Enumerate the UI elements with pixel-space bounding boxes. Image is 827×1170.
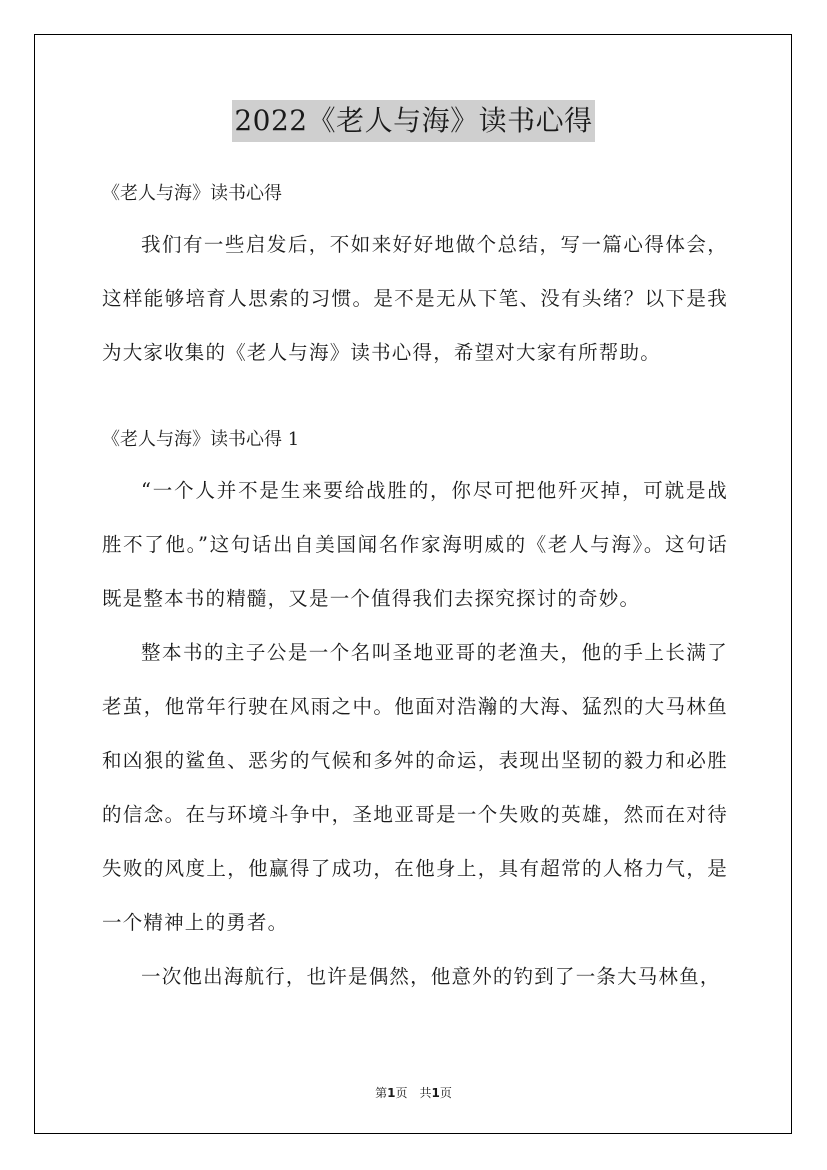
document-title: 2022《老人与海》读书心得 — [232, 100, 594, 142]
document-body — [102, 170, 728, 1004]
intro-heading: 《老人与海》读书心得 — [102, 183, 282, 204]
title-container — [0, 100, 827, 142]
paragraph: 整本书的主子公是一个名叫圣地亚哥的老渔夫，他的手上长满了老茧，他常年行驶在风雨之中。他面对浩瀚的大海、猛烈的大马林鱼和凶狠的鲨鱼、恶劣的气候和多舛的命运，表现出坚韧的毅力和必胜的信念。在与环境斗争中，圣地亚哥是一个失败的英雄，然而在对待失败的风度上，他赢得了成功，在他身上，具有超常的人格力气，是一个精神上的勇者。 — [102, 641, 728, 934]
footer-page-prefix: 第 — [375, 1086, 388, 1100]
paragraph: “一个人并不是生来要给战胜的，你尽可把他歼灭掉，可就是战胜不了他。”这句话出自美国闻名作家海明威的《老人与海》。这句话既是整本书的精髓，又是一个值得我们去探究探讨的奇妙。 — [102, 479, 728, 610]
intro-paragraph: 我们有一些启发后，不如来好好地做个总结，写一篇心得体会，这样能够培育人思索的习惯。是不是无从下笔、没有头绪？以下是我为大家收集的《老人与海》读书心得，希望对大家有所帮助。 — [102, 233, 728, 364]
footer-page-suffix: 页 — [439, 1086, 452, 1100]
section-heading: 《老人与海》读书心得 1 — [102, 429, 300, 450]
paragraph: 一次他出海航行，也许是偶然，他意外的钓到了一条大马林鱼， — [141, 965, 721, 988]
footer-page-total: 1 — [431, 1086, 440, 1100]
footer-page-number: 1 — [387, 1086, 396, 1100]
page-footer — [0, 1084, 827, 1101]
footer-page-mid: 页 共 — [395, 1086, 432, 1100]
